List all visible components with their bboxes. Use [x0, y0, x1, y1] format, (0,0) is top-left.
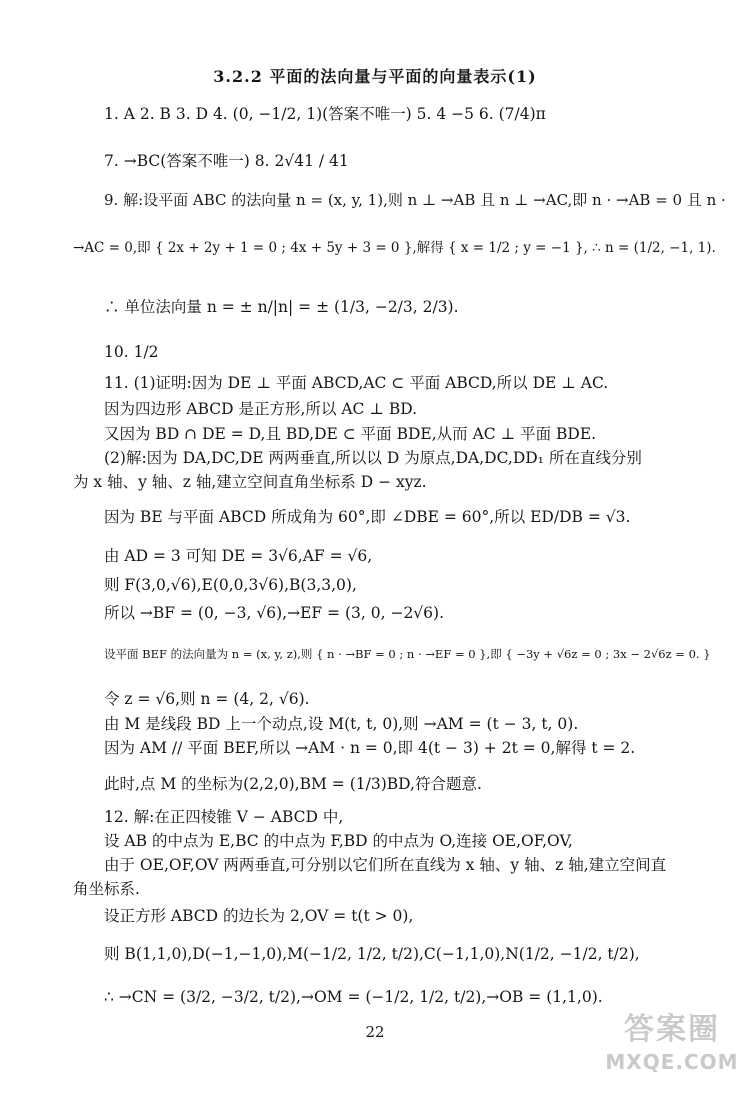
answer-line-17: 令 z = √6,则 n = (4, 2, √6).: [104, 690, 310, 708]
section-title: 3.2.2 平面的法向量与平面的向量表示(1): [213, 67, 537, 86]
answer-line-19: 因为 AM // 平面 BEF,所以 →AM · n = 0,即 4(t − 3) + 2t = 0,解得 t = 2.: [104, 739, 636, 757]
watermark-bottom-text: MXQE.COM: [605, 1050, 739, 1074]
watermark-logo: [602, 1010, 742, 1090]
page-number: 22: [365, 1023, 385, 1041]
answer-line-24: 角坐标系.: [73, 880, 140, 898]
answer-line-20: 此时,点 M 的坐标为(2,2,0),BM = (1/3)BD,符合题意.: [104, 775, 482, 793]
answer-line-9: 又因为 BD ∩ DE = D,且 BD,DE ⊂ 平面 BDE,从而 AC ⊥ 平面 BDE.: [104, 425, 597, 443]
answer-line-11: 为 x 轴、y 轴、z 轴,建立空间直角坐标系 D − xyz.: [73, 473, 427, 491]
answer-line-5: ∴ 单位法向量 n = ± n/|n| = ± (1/3, −2/3, 2/3).: [104, 298, 459, 316]
answer-line-22: 设 AB 的中点为 E,BC 的中点为 F,BD 的中点为 O,连接 OE,OF,OV,: [104, 832, 573, 850]
answer-line-2: 7. →BC(答案不唯一) 8. 2√41 / 41: [104, 152, 349, 170]
answer-line-21: 12. 解:在正四棱锥 V − ABCD 中,: [104, 808, 344, 826]
answer-line-8: 因为四边形 ABCD 是正方形,所以 AC ⊥ BD.: [104, 400, 418, 418]
answer-line-13: 由 AD = 3 可知 DE = 3√6,AF = √6,: [104, 547, 373, 565]
answer-line-23: 由于 OE,OF,OV 两两垂直,可分别以它们所在直线为 x 轴、y 轴、z 轴,建立空间直: [104, 856, 667, 874]
answer-line-1: 1. A 2. B 3. D 4. (0, −1/2, 1)(答案不唯一) 5. 4 −5 6. (7/4)π: [104, 105, 546, 123]
answer-line-14: 则 F(3,0,√6),E(0,0,3√6),B(3,3,0),: [104, 576, 357, 594]
answer-line-27: ∴ →CN = (3/2, −3/2, t/2),→OM = (−1/2, 1/2, t/2),→OB = (1,1,0).: [104, 988, 603, 1006]
answer-line-18: 由 M 是线段 BD 上一个动点,设 M(t, t, 0),则 →AM = (t − 3, t, 0).: [104, 715, 579, 733]
answer-line-15: 所以 →BF = (0, −3, √6),→EF = (3, 0, −2√6).: [104, 604, 445, 622]
watermark-top-text: 答案圈: [624, 1012, 720, 1047]
answer-line-16: 设平面 BEF 的法向量为 n = (x, y, z),则 { n · →BF = 0 ; n · →EF = 0 },即 { −3y + √6z = 0 ; 3x − 2√6z = 0. }: [104, 647, 711, 661]
answer-line-12: 因为 BE 与平面 ABCD 所成角为 60°,即 ∠DBE = 60°,所以 ED/DB = √3.: [104, 508, 631, 526]
answer-line-6: 10. 1/2: [104, 343, 159, 361]
answer-line-26: 则 B(1,1,0),D(−1,−1,0),M(−1/2, 1/2, t/2),C(−1,1,0),N(1/2, −1/2, t/2),: [104, 945, 640, 963]
answer-line-25: 设正方形 ABCD 的边长为 2,OV = t(t > 0),: [104, 907, 414, 925]
answer-line-10: (2)解:因为 DA,DC,DE 两两垂直,所以以 D 为原点,DA,DC,DD₁ 所在直线分别: [104, 449, 642, 467]
answer-line-7: 11. (1)证明:因为 DE ⊥ 平面 ABCD,AC ⊂ 平面 ABCD,所以 DE ⊥ AC.: [104, 374, 609, 392]
answer-line-3: 9. 解:设平面 ABC 的法向量 n = (x, y, 1),则 n ⊥ →AB 且 n ⊥ →AC,即 n · →AB = 0 且 n ·: [104, 191, 726, 209]
answer-line-4: →AC = 0,即 { 2x + 2y + 1 = 0 ; 4x + 5y + 3 = 0 },解得 { x = 1/2 ; y = −1 }, ∴ n = (1/2, −1, 1).: [73, 240, 716, 256]
